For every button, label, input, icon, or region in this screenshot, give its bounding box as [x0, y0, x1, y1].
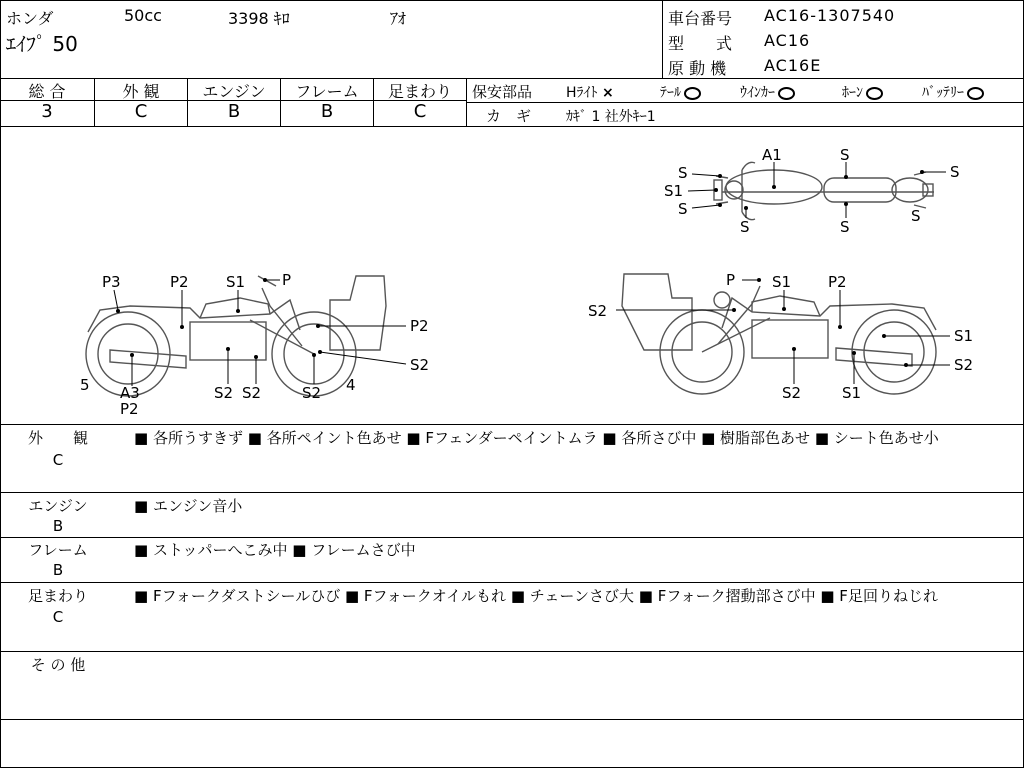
grade-value-frame: B	[320, 101, 334, 122]
displacement: 50cc	[124, 6, 162, 25]
left-view-labels	[80, 271, 429, 418]
body-color: ｱｵ	[390, 9, 407, 28]
diagram-label: P2	[120, 400, 139, 418]
diagram-label: S	[740, 218, 750, 236]
safety-mid-line	[466, 102, 1024, 103]
type-label: 型 式	[668, 34, 733, 53]
remark-label-engine: エンジン	[28, 497, 88, 515]
grade-label-suspension: 足まわり	[387, 82, 452, 101]
type-value: AC16	[764, 31, 811, 50]
diagram-label: S2	[954, 356, 974, 374]
grade-label-engine: エンジン	[202, 82, 266, 101]
ok-mark-icon	[967, 87, 984, 100]
right-view-labels	[588, 271, 973, 402]
remark-label-other: そ の 他	[30, 656, 86, 674]
header-divider	[662, 0, 663, 78]
remark-label-frame: フレーム	[28, 541, 88, 559]
grade-value-overall: 3	[41, 101, 53, 122]
diagram-label: S1	[842, 384, 862, 402]
key-label: カ ギ	[486, 107, 532, 125]
bike-top-view	[714, 162, 934, 219]
key-value: ｶｷﾞ 1 社外ｷｰ1	[566, 109, 656, 125]
remarks-top-line	[0, 424, 1024, 425]
grade-value-exterior: C	[134, 101, 148, 122]
diagram-label: P3	[102, 273, 121, 291]
diagram-label: S2	[214, 384, 234, 402]
grade-value-suspension: C	[413, 101, 427, 122]
safety-item-battery: ﾊﾞｯﾃﾘｰ	[922, 82, 984, 102]
ok-mark-icon	[778, 87, 795, 100]
grade-value-engine: B	[227, 101, 241, 122]
diagram-label: 5	[80, 376, 90, 394]
diagram-label: S2	[782, 384, 802, 402]
diagram-label: S1	[664, 182, 684, 200]
mileage: 3398 ｷﾛ	[228, 9, 290, 28]
remark-text-suspension: ■ Fフォークダストシールひび ■ Fフォークオイルもれ ■ チェーンさび大 ■ Fフォーク摺動部さび中 ■ F足回りねじれ	[134, 587, 938, 605]
frame-no: AC16-1307540	[764, 6, 896, 25]
remark-grade-suspension: C	[52, 608, 64, 626]
ok-mark-icon	[684, 87, 701, 100]
diagram-label: A1	[762, 146, 782, 164]
remarks-line	[0, 651, 1024, 652]
safety-item-winker: ｳｲﾝｶｰ	[740, 82, 795, 102]
safety-item-horn: ﾎｰﾝ	[842, 82, 883, 102]
safety-item-taillight: ﾃｰﾙ	[660, 82, 701, 102]
diagram-label: S2	[302, 384, 322, 402]
diagram-label: P	[726, 271, 736, 289]
diagram-label: S	[678, 164, 688, 182]
damage-diagram	[0, 127, 1024, 424]
remarks-line	[0, 492, 1024, 493]
remarks-line	[0, 537, 1024, 538]
remark-grade-exterior: C	[52, 451, 64, 469]
diagram-label: S	[950, 163, 960, 181]
diagram-label: S2	[242, 384, 262, 402]
diagram-label: P2	[170, 273, 189, 291]
maker: ホンダ	[6, 9, 54, 28]
diagram-label: P2	[410, 317, 429, 335]
diagram-label: S	[840, 218, 850, 236]
frame-no-label: 車台番号	[668, 9, 733, 28]
diagram-label: S1	[226, 273, 246, 291]
engine-value: AC16E	[764, 56, 822, 75]
remark-grade-engine: B	[52, 517, 64, 535]
diagram-label: S	[678, 200, 688, 218]
remark-grade-frame: B	[52, 561, 64, 579]
diagram-label: P	[282, 271, 292, 289]
safety-item-headlight: Hﾗｲﾄ ×	[566, 85, 614, 101]
diagram-label: S	[840, 146, 850, 164]
remarks-line	[0, 719, 1024, 720]
diagram-label: S	[911, 207, 921, 225]
model-name: ｴｲﾌﾟ 50	[6, 32, 78, 56]
diagram-label: A3	[120, 384, 140, 402]
remark-label-suspension: 足まわり	[27, 587, 88, 605]
safety-label: 保安部品	[472, 83, 533, 101]
diagram-label: P2	[828, 273, 847, 291]
diagram-label: 4	[346, 376, 356, 394]
grade-label-frame: フレーム	[295, 82, 359, 101]
remark-text-frame: ■ ストッパーへこみ中 ■ フレームさび中	[134, 541, 416, 559]
grade-label-exterior: 外 観	[122, 82, 160, 101]
bike-left-view	[86, 276, 386, 396]
diagram-label: S1	[772, 273, 792, 291]
bike-right-view	[622, 274, 936, 394]
remark-text-engine: ■ エンジン音小	[134, 497, 243, 515]
diagram-label: S2	[588, 302, 608, 320]
diagram-label: S1	[954, 327, 974, 345]
diagram-label: S2	[410, 356, 430, 374]
remark-text-exterior: ■ 各所うすきず ■ 各所ペイント色あせ ■ Fフェンダーペイントムラ ■ 各所さび中 ■ 樹脂部色あせ ■ シート色あせ小	[134, 429, 939, 447]
top-view-labels	[664, 146, 960, 236]
remarks-line	[0, 582, 1024, 583]
engine-label: 原 動 機	[668, 59, 727, 78]
remark-label-exterior: 外 観	[27, 429, 88, 447]
grade-label-overall: 総 合	[28, 82, 66, 101]
ok-mark-icon	[866, 87, 883, 100]
